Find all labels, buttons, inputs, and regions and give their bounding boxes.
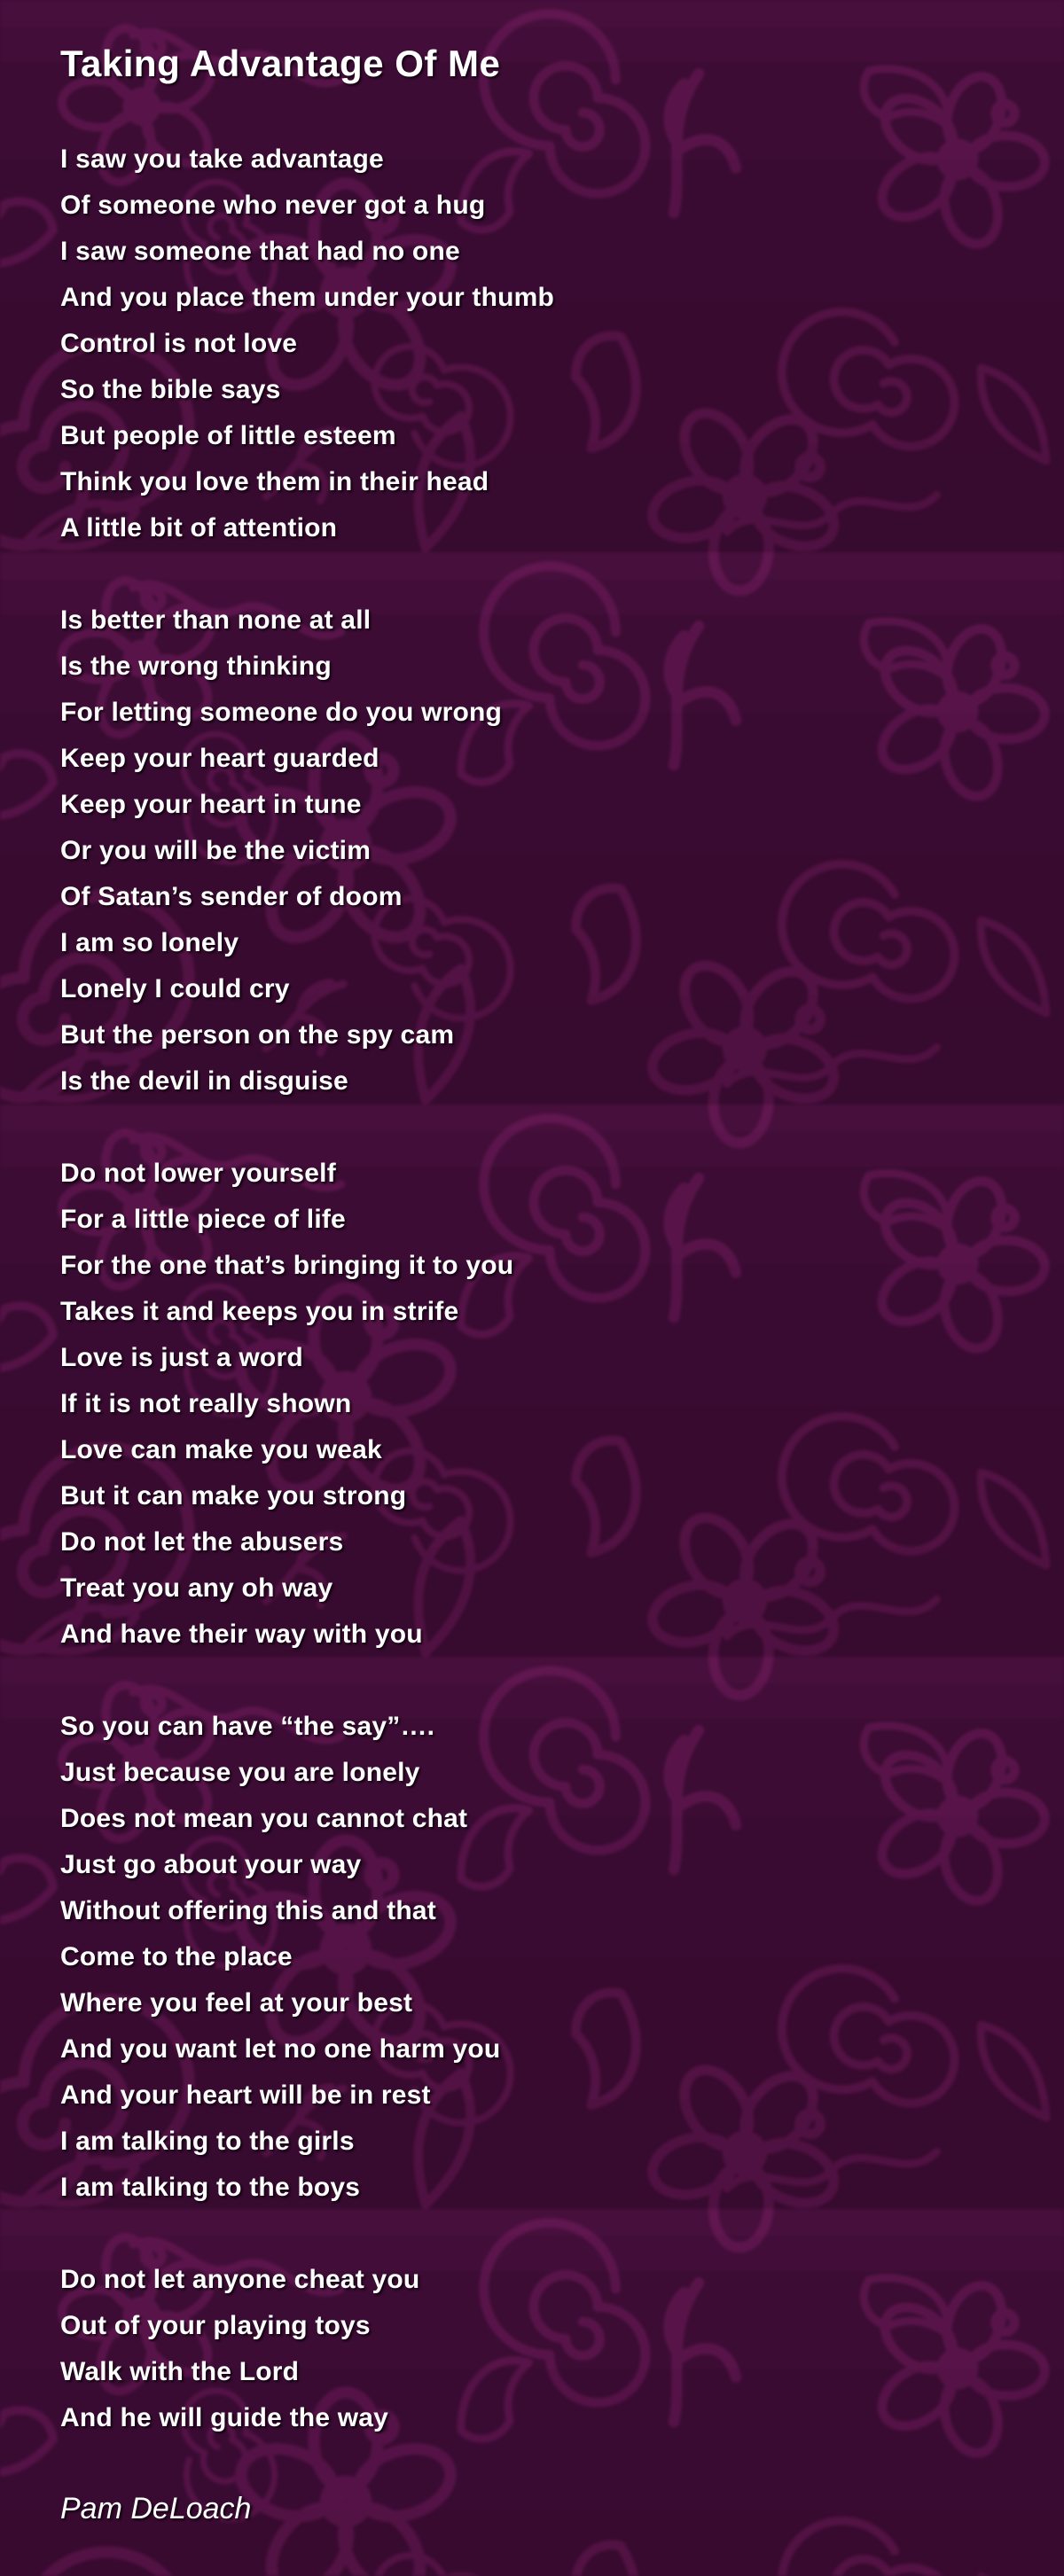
poem-line: But the person on the spy cam <box>60 1020 455 1050</box>
poem-body <box>60 137 1018 2441</box>
poem-line: Love is just a word <box>60 1343 303 1372</box>
poem-line: Walk with the Lord <box>60 2357 300 2386</box>
poem-line: Lonely I could cry <box>60 974 290 1003</box>
poem-line: Out of your playing toys <box>60 2311 371 2340</box>
poem-line: Do not lower yourself <box>60 1159 336 1188</box>
stanza <box>60 2257 1018 2441</box>
poem-line: If it is not really shown <box>60 1389 352 1418</box>
poem-line: And he will guide the way <box>60 2403 389 2432</box>
poem-content <box>60 0 1018 2526</box>
stanza <box>60 1704 1018 2211</box>
poem-line: A little bit of attention <box>60 513 338 543</box>
poem-line: Keep your heart in tune <box>60 790 362 819</box>
poem-line: Do not let the abusers <box>60 1527 344 1557</box>
stanza <box>60 597 1018 1105</box>
poem-line: Think you love them in their head <box>60 467 489 496</box>
poem-line: Without offering this and that <box>60 1896 436 1925</box>
poem-line: Takes it and keeps you in strife <box>60 1297 459 1326</box>
poem-line: Is the wrong thinking <box>60 652 332 681</box>
poem-line: Love can make you weak <box>60 1435 382 1464</box>
poem-line: Treat you any oh way <box>60 1573 333 1603</box>
poem-line: Or you will be the victim <box>60 836 372 865</box>
poem-line: So you can have “the say”…. <box>60 1712 435 1741</box>
poem-title: Taking Advantage Of Me <box>60 43 501 84</box>
poem-line: I am talking to the boys <box>60 2173 361 2202</box>
poem-line: Just because you are lonely <box>60 1758 420 1787</box>
poem-line: Of someone who never got a hug <box>60 191 486 220</box>
poem-line: Control is not love <box>60 329 298 358</box>
poem-author: Pam DeLoach <box>60 2492 252 2525</box>
poem-line: And you want let no one harm you <box>60 2034 501 2064</box>
stanza <box>60 1151 1018 1658</box>
poem-line: Where you feel at your best <box>60 1988 413 2018</box>
poem-line: Keep your heart guarded <box>60 744 379 773</box>
poem-line: Is the devil in disguise <box>60 1066 348 1096</box>
poem-line: Just go about your way <box>60 1850 362 1879</box>
poem-line: I saw someone that had no one <box>60 237 460 266</box>
poem-line: For a little piece of life <box>60 1205 346 1234</box>
poem-line: Does not mean you cannot chat <box>60 1804 468 1833</box>
stanza <box>60 137 1018 551</box>
poem-line: I saw you take advantage <box>60 144 384 174</box>
poem-line: But people of little esteem <box>60 421 396 450</box>
poem-line: And your heart will be in rest <box>60 2080 431 2110</box>
poem-line: Do not let anyone cheat you <box>60 2265 420 2294</box>
poem-line: For the one that’s bringing it to you <box>60 1251 514 1280</box>
poem-line: And you place them under your thumb <box>60 283 555 312</box>
poem-line: I am so lonely <box>60 928 239 957</box>
poem-line: So the bible says <box>60 375 281 404</box>
poem-line: And have their way with you <box>60 1620 423 1649</box>
poem-line: Come to the place <box>60 1942 293 1971</box>
poem-line: For letting someone do you wrong <box>60 698 503 727</box>
poem-line: But it can make you strong <box>60 1481 407 1510</box>
poem-line: Of Satan’s sender of doom <box>60 882 403 911</box>
poem-line: I am talking to the girls <box>60 2127 355 2156</box>
poem-line: Is better than none at all <box>60 605 372 635</box>
